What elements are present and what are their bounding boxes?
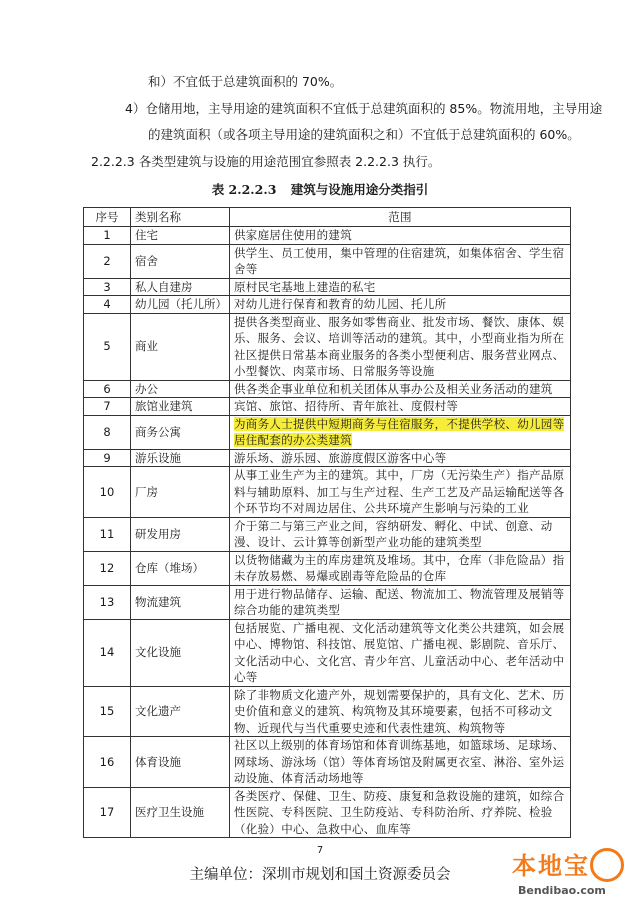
table-row (84, 551, 571, 585)
row-category-name (131, 467, 230, 518)
table-body (84, 227, 571, 838)
row-scope (230, 313, 571, 380)
paragraph-continuation: 和）不宜低于总建筑面积的 70%。 (148, 74, 343, 89)
row-category-name (131, 296, 230, 314)
row-number-text: 17 (99, 805, 115, 819)
row-category-name-text: 物流建筑 (135, 594, 181, 609)
table-title-text: 建筑与设施用途分类指引 (290, 182, 429, 197)
table-row (84, 467, 571, 518)
watermark-url: Bendibao.com (518, 884, 606, 897)
row-category-name-text: 医疗卫生设施 (135, 805, 204, 819)
row-category-name (131, 278, 230, 296)
row-number-text: 16 (99, 754, 115, 769)
item-4-line-1: 4）仓储用地，主导用途的建筑面积不宜低于总建筑面积的 85%。物流用地，主导用途 (125, 101, 603, 116)
row-number (84, 296, 131, 314)
row-scope-text: 介于第二与第三产业之间，容纳研发、孵化、中试、创意、动漫、设计、云计算等创新型产业功能的建筑类型 (234, 518, 553, 549)
watermark-logo-text: 本地宝 (512, 852, 590, 880)
row-number-text: 10 (99, 484, 115, 499)
row-scope (230, 585, 571, 619)
row-number (84, 244, 131, 278)
row-category-name (131, 787, 230, 838)
row-number-text: 15 (99, 704, 115, 718)
table-row (84, 313, 571, 380)
row-scope-text: 提供各类型商业、服务如零售商业、批发市场、餐饮、康体、娱乐、服务、会议、培训等活动的建筑。其中，小型商业指为所在社区提供日常基本商业服务的各类小型便利店、服务营业网点、小型餐饮、肉菜市场、日常服务等设施 (234, 314, 565, 378)
row-number (84, 619, 131, 686)
row-number (84, 686, 131, 737)
row-scope-text: 除了非物质文化遗产外，规划需要保护的，具有文化、艺术、历史价值和意义的建筑、构筑物及其环境要素，包括不可移动文物、近现代与当代重要史迹和代表性建筑、构筑物等 (234, 687, 565, 735)
row-number (84, 449, 131, 467)
row-category-name (131, 227, 230, 245)
footer-organization: 主编单位：深圳市规划和国土资源委员会 (189, 867, 451, 883)
row-scope-text: 供各类企事业单位和机关团体从事办公及相关业务活动的建筑 (234, 381, 553, 396)
row-scope-text: 以货物储藏为主的库房建筑及堆场。其中，仓库（非危险品）指未存放易燃、易爆或剧毒等危险品的仓库 (234, 552, 565, 583)
table-row (84, 415, 571, 449)
item-4-line-2: 的建筑面积（或各项主导用途的建筑面积之和）不宜低于总建筑面积的 60%。 (148, 127, 580, 142)
row-number (84, 517, 131, 551)
row-category-name (131, 551, 230, 585)
table-title-number: 表 2.2.2.3 (211, 182, 277, 197)
row-category-name-text: 厂房 (135, 484, 158, 499)
table-row (84, 398, 571, 416)
row-category-name (131, 449, 230, 467)
row-category-name (131, 244, 230, 278)
row-number (84, 467, 131, 518)
row-category-name-text: 宿舍 (135, 253, 158, 268)
row-number-text: 14 (99, 645, 115, 660)
row-number (84, 415, 131, 449)
row-number-text: 8 (103, 424, 111, 439)
row-number (84, 787, 131, 838)
row-scope (230, 398, 571, 416)
clause-2-2-2-3: 2.2.2.3 各类型建筑与设施的用途范围宜参照表 2.2.2.3 执行。 (91, 154, 441, 169)
row-scope (230, 787, 571, 838)
row-category-name-text: 研发用房 (135, 526, 181, 541)
table-row (84, 517, 571, 551)
row-category-name-text: 幼儿园（托儿所） (135, 297, 227, 311)
usage-classification-table (83, 207, 571, 838)
table-row (84, 380, 571, 398)
watermark-logo (510, 846, 636, 902)
row-category-name-text: 私人自建房 (135, 279, 193, 294)
row-scope (230, 296, 571, 314)
table-row (84, 737, 571, 788)
row-scope-text: 宾馆、旅馆、招待所、青年旅社、度假村等 (234, 399, 459, 413)
row-category-name (131, 737, 230, 788)
row-number (84, 585, 131, 619)
row-category-name (131, 619, 230, 686)
row-category-name (131, 585, 230, 619)
row-number (84, 380, 131, 398)
row-category-name (131, 398, 230, 416)
row-scope-text: 游乐场、游乐园、旅游度假区游客中心等 (234, 450, 447, 465)
row-category-name-text: 体育设施 (135, 754, 181, 769)
row-number (84, 551, 131, 585)
row-number-text: 2 (103, 253, 111, 268)
row-scope-text: 对幼儿进行保育和教育的幼儿园、托儿所 (234, 297, 447, 311)
row-scope (230, 467, 571, 518)
header-no: 序号 (84, 208, 131, 227)
table-row (84, 619, 571, 686)
row-category-name-text: 旅馆业建筑 (135, 399, 193, 413)
row-scope (230, 517, 571, 551)
row-number (84, 398, 131, 416)
row-scope (230, 551, 571, 585)
header-name: 类别名称 (131, 208, 230, 227)
row-category-name-text: 商业 (135, 339, 158, 354)
row-scope (230, 737, 571, 788)
row-category-name-text: 商务公寓 (135, 424, 181, 439)
table-title (0, 180, 640, 198)
row-scope-text: 供家庭居住使用的建筑 (234, 228, 352, 242)
table-row (84, 227, 571, 245)
row-category-name-text: 仓库（堆场） (135, 560, 204, 575)
row-category-name-text: 游乐设施 (135, 450, 181, 465)
row-scope-text: 包括展览、广播电视、文化活动建筑等文化类公共建筑，如会展中心、博物馆、科技馆、展览馆、广播电视、影剧院、音乐厅、文化活动中心、文化宫、青少年宫、儿童活动中心、老年活动中心等 (234, 620, 565, 684)
row-scope-text: 从事工业生产为主的建筑。其中，厂房（无污染生产）指产品原料与辅助原料、加工与生产过程、生产工艺及产品运输配送等各个环节均不对周边居住、公共环境产生影响与污染的工业 (234, 468, 565, 515)
row-number-text: 9 (103, 450, 111, 465)
row-category-name (131, 313, 230, 380)
row-scope (230, 449, 571, 467)
row-scope (230, 380, 571, 398)
row-scope (230, 278, 571, 296)
row-number-text: 1 (103, 228, 111, 242)
table-row (84, 787, 571, 838)
table-row (84, 244, 571, 278)
page-number: 7 (316, 845, 324, 856)
row-category-name (131, 686, 230, 737)
row-category-name (131, 380, 230, 398)
row-scope-text: 用于进行物品储存、运输、配送、物流加工、物流管理及展销等综合功能的建筑类型 (234, 586, 565, 617)
row-number-text: 12 (99, 560, 115, 575)
table-header-row (84, 208, 571, 227)
row-category-name-text: 文化设施 (135, 645, 181, 660)
row-category-name (131, 415, 230, 449)
row-category-name-text: 住宅 (135, 228, 158, 242)
row-number-text: 4 (103, 297, 111, 311)
table-row (84, 686, 571, 737)
row-scope-text: 为商务人士提供中短期商务与住宿服务，不提供学校、幼儿园等居住配套的办公类建筑 (234, 416, 565, 447)
row-number (84, 737, 131, 788)
row-number (84, 227, 131, 245)
row-scope (230, 415, 571, 449)
row-scope (230, 619, 571, 686)
row-number (84, 278, 131, 296)
row-number-text: 6 (103, 381, 111, 396)
row-number-text: 7 (103, 399, 111, 413)
table-row (84, 278, 571, 296)
row-scope-text: 原村民宅基地上建造的私宅 (234, 279, 376, 294)
header-scope: 范围 (230, 208, 571, 227)
row-number-text: 3 (103, 279, 111, 294)
row-scope-text: 供学生、员工使用，集中管理的住宿建筑，如集体宿舍、学生宿舍等 (234, 245, 565, 276)
row-number-text: 11 (99, 526, 115, 541)
table-row (84, 296, 571, 314)
row-scope (230, 227, 571, 245)
row-number-text: 5 (103, 339, 111, 354)
table-row (84, 585, 571, 619)
row-category-name (131, 517, 230, 551)
row-scope-text: 各类医疗、保健、卫生、防疫、康复和急救设施的建筑，如综合性医院、专科医院、卫生防疫站、专科防治所、疗养院、检验（化验）中心、急救中心、血库等 (234, 788, 565, 836)
row-scope (230, 686, 571, 737)
row-category-name-text: 办公 (135, 381, 158, 396)
watermark-badge-icon (590, 848, 624, 882)
table-row (84, 449, 571, 467)
row-number (84, 313, 131, 380)
row-scope-text: 社区以上级别的体育场馆和体育训练基地，如篮球场、足球场、网球场、游泳场（馆）等体育场馆及附属更衣室、淋浴、室外运动设施、体育活动场地等 (234, 738, 565, 785)
row-category-name-text: 文化遗产 (135, 704, 181, 718)
row-number-text: 13 (99, 594, 115, 609)
row-scope (230, 244, 571, 278)
